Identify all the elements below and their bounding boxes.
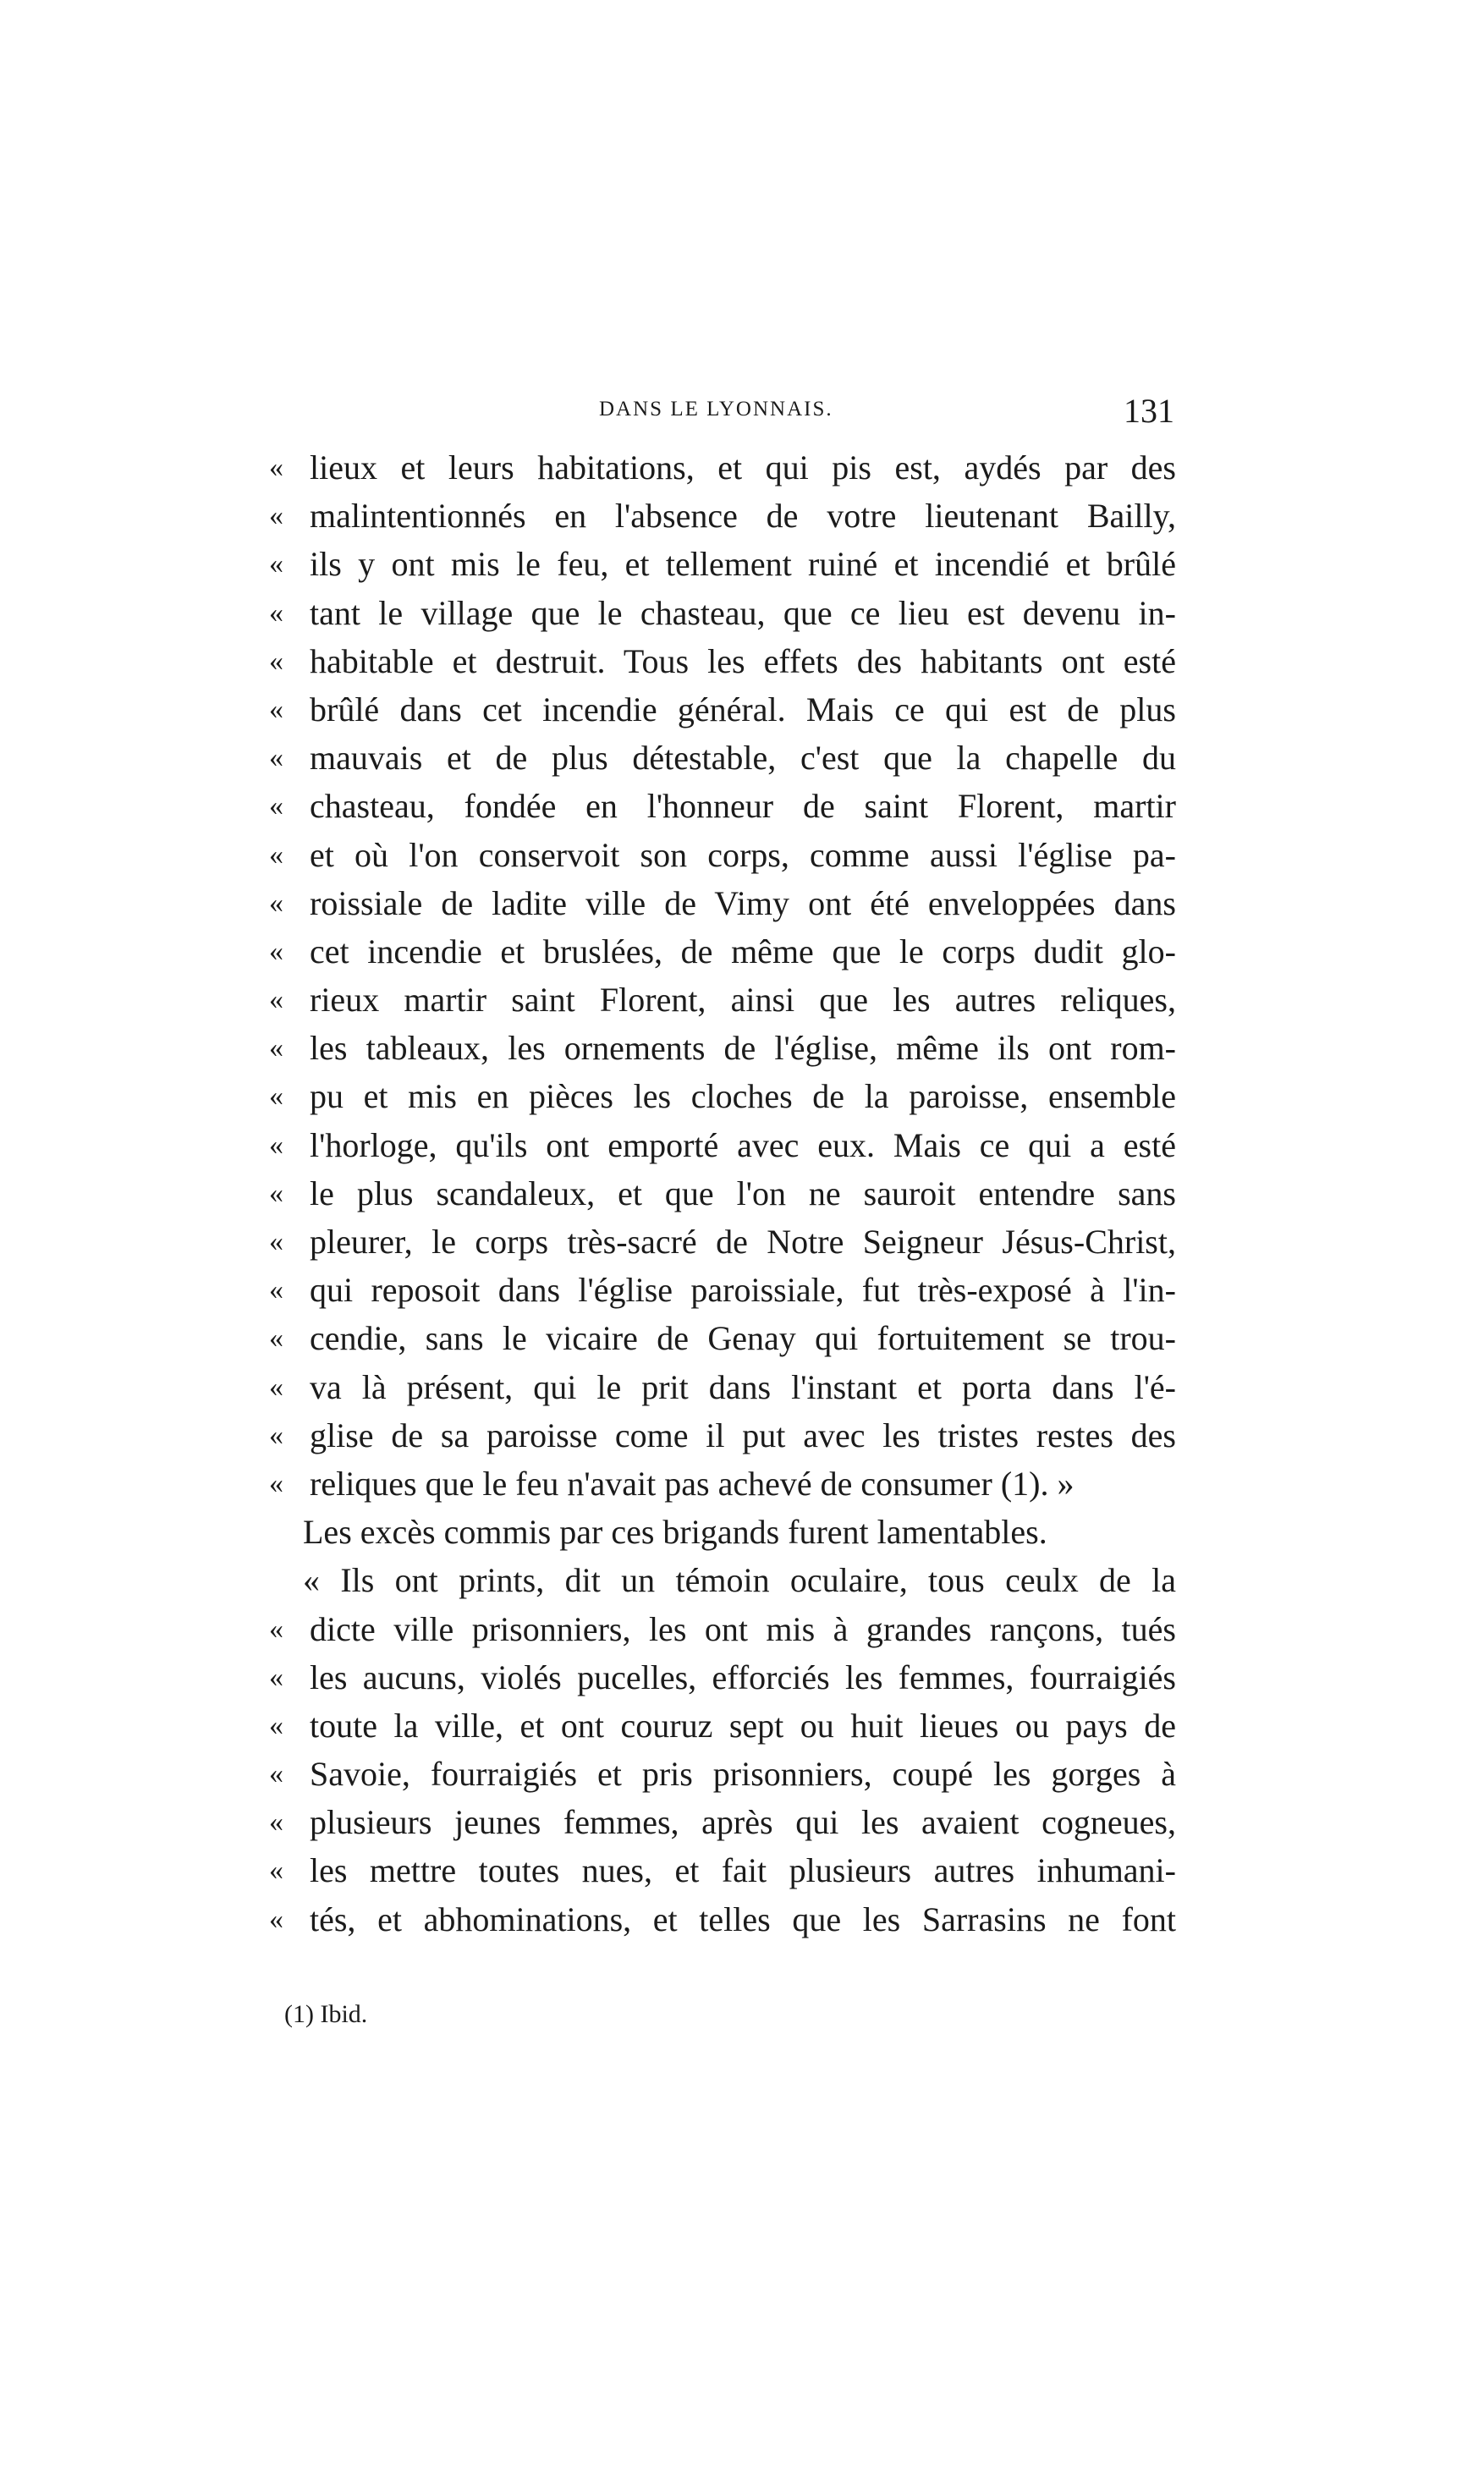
text-line bbox=[269, 976, 1176, 1024]
line-text: reliques que le feu n'avait pas achevé de consumer (1). » bbox=[310, 1464, 1075, 1503]
text-line bbox=[269, 1314, 1176, 1362]
quote-mark: « bbox=[269, 1129, 283, 1161]
paragraph-line bbox=[269, 1556, 1176, 1604]
quote-mark: « bbox=[269, 742, 283, 774]
line-text: le plus scandaleux, et que l'on ne sauroit entendre sans bbox=[310, 1174, 1176, 1212]
quote-mark: « bbox=[269, 1467, 283, 1499]
line-text: pu et mis en pièces les cloches de la paroisse, ensemble bbox=[310, 1077, 1176, 1116]
line-text: cendie, sans le vicaire de Genay qui fortuitement se trou- bbox=[310, 1319, 1176, 1358]
quote-mark: « bbox=[269, 838, 283, 871]
text-line bbox=[269, 1798, 1176, 1846]
line-text: pleurer, le corps très-sacré de Notre Seigneur Jésus-Christ, bbox=[310, 1223, 1176, 1261]
text-line bbox=[269, 589, 1176, 637]
line-text: roissiale de ladite ville de Vimy ont été enveloppées dans bbox=[310, 883, 1176, 922]
quote-mark: « bbox=[269, 935, 283, 967]
quote-mark: « bbox=[269, 1903, 283, 1935]
text-line bbox=[269, 1169, 1176, 1218]
line-text: tés, et abhominations, et telles que les Sarrasins ne font bbox=[310, 1899, 1176, 1938]
quote-mark: « bbox=[269, 1419, 283, 1451]
text-line bbox=[269, 831, 1176, 879]
text-line bbox=[269, 1072, 1176, 1120]
line-text: « Ils ont prints, dit un témoin oculaire, tous ceulx de la bbox=[303, 1561, 1176, 1600]
quote-mark: « bbox=[269, 1661, 283, 1693]
body-text bbox=[269, 443, 1176, 1943]
quote-mark: « bbox=[269, 1177, 283, 1209]
footnote: (1) Ibid. bbox=[284, 2000, 368, 2028]
text-line bbox=[269, 782, 1176, 830]
line-text: malintentionnés en l'absence de votre lieutenant Bailly, bbox=[310, 497, 1176, 536]
line-text: les aucuns, violés pucelles, efforciés les femmes, fourraigiés bbox=[310, 1658, 1176, 1696]
quote-mark: « bbox=[269, 1758, 283, 1790]
quote-mark: « bbox=[269, 693, 283, 725]
line-text: et où l'on conservoit son corps, comme aussi l'église pa- bbox=[310, 835, 1176, 874]
quote-mark: « bbox=[269, 1226, 283, 1257]
quote-mark: « bbox=[269, 1322, 283, 1355]
running-head: DANS LE LYONNAIS. bbox=[599, 398, 833, 421]
quote-mark: « bbox=[269, 1709, 283, 1741]
line-text: cet incendie et bruslées, de même que le corps dudit glo- bbox=[310, 932, 1176, 970]
text-line bbox=[269, 685, 1176, 734]
text-line bbox=[269, 1702, 1176, 1750]
text-line bbox=[269, 1218, 1176, 1266]
text-line bbox=[269, 1024, 1176, 1072]
text-line bbox=[269, 1653, 1176, 1702]
line-text: mauvais et de plus détestable, c'est que la chapelle du bbox=[310, 739, 1176, 778]
quote-mark: « bbox=[269, 645, 283, 677]
quote-mark: « bbox=[269, 1274, 283, 1306]
text-line bbox=[269, 734, 1176, 782]
quote-mark: « bbox=[269, 984, 283, 1016]
page-number: 131 bbox=[1124, 392, 1174, 430]
text-line bbox=[269, 637, 1176, 685]
text-line bbox=[269, 492, 1176, 540]
paragraph-line bbox=[269, 1508, 1176, 1556]
text-line bbox=[269, 540, 1176, 588]
text-line bbox=[269, 1846, 1176, 1894]
line-text: qui reposoit dans l'église paroissiale, fut très-exposé à l'in- bbox=[310, 1271, 1176, 1310]
text-line bbox=[269, 1266, 1176, 1314]
line-text: chasteau, fondée en l'honneur de saint Florent, martir bbox=[310, 787, 1176, 826]
line-text: les tableaux, les ornements de l'église, même ils ont rom- bbox=[310, 1029, 1176, 1068]
text-line bbox=[269, 1363, 1176, 1411]
quote-mark: « bbox=[269, 790, 283, 822]
line-text: Les excès commis par ces brigands furent lamentables. bbox=[303, 1513, 1047, 1552]
line-text: plusieurs jeunes femmes, après qui les avaient cogneues, bbox=[310, 1803, 1176, 1842]
text-line bbox=[269, 1895, 1176, 1943]
quote-mark: « bbox=[269, 1806, 283, 1839]
line-text: tant le village que le chasteau, que ce lieu est devenu in- bbox=[310, 593, 1176, 632]
line-text: les mettre toutes nues, et fait plusieurs autres inhumani- bbox=[310, 1851, 1176, 1890]
line-text: Savoie, fourraigiés et pris prisonniers, coupé les gorges à bbox=[310, 1755, 1176, 1794]
quote-mark: « bbox=[269, 1613, 283, 1645]
text-line bbox=[269, 1121, 1176, 1169]
quote-mark: « bbox=[269, 1855, 283, 1887]
text-line bbox=[269, 879, 1176, 927]
text-line bbox=[269, 1460, 1176, 1508]
line-text: l'horloge, qu'ils ont emporté avec eux. Mais ce qui a esté bbox=[310, 1125, 1176, 1164]
quote-mark: « bbox=[269, 1371, 283, 1403]
line-text: lieux et leurs habitations, et qui pis est, aydés par des bbox=[310, 448, 1176, 487]
line-text: rieux martir saint Florent, ainsi que les autres reliques, bbox=[310, 981, 1176, 1020]
text-line bbox=[269, 927, 1176, 976]
quote-mark: « bbox=[269, 597, 283, 629]
line-text: ils y ont mis le feu, et tellement ruiné et incendié et brûlé bbox=[310, 545, 1176, 584]
line-text: glise de sa paroisse come il put avec les tristes restes des bbox=[310, 1416, 1176, 1454]
text-line bbox=[269, 1605, 1176, 1653]
line-text: dicte ville prisonniers, les ont mis à grandes rançons, tués bbox=[310, 1609, 1176, 1648]
line-text: habitable et destruit. Tous les effets des habitants ont esté bbox=[310, 641, 1176, 680]
text-line bbox=[269, 443, 1176, 492]
quote-mark: « bbox=[269, 548, 283, 580]
quote-mark: « bbox=[269, 1032, 283, 1064]
text-line bbox=[269, 1750, 1176, 1798]
quote-mark: « bbox=[269, 887, 283, 919]
page-header bbox=[271, 391, 1193, 442]
quote-mark: « bbox=[269, 452, 283, 483]
text-line bbox=[269, 1411, 1176, 1460]
line-text: va là présent, qui le prit dans l'instant et porta dans l'é- bbox=[310, 1367, 1176, 1406]
line-text: toute la ville, et ont couruz sept ou huit lieues ou pays de bbox=[310, 1706, 1176, 1745]
quote-mark: « bbox=[269, 1080, 283, 1113]
line-text: brûlé dans cet incendie général. Mais ce qui est de plus bbox=[310, 690, 1176, 728]
quote-mark: « bbox=[269, 500, 283, 532]
